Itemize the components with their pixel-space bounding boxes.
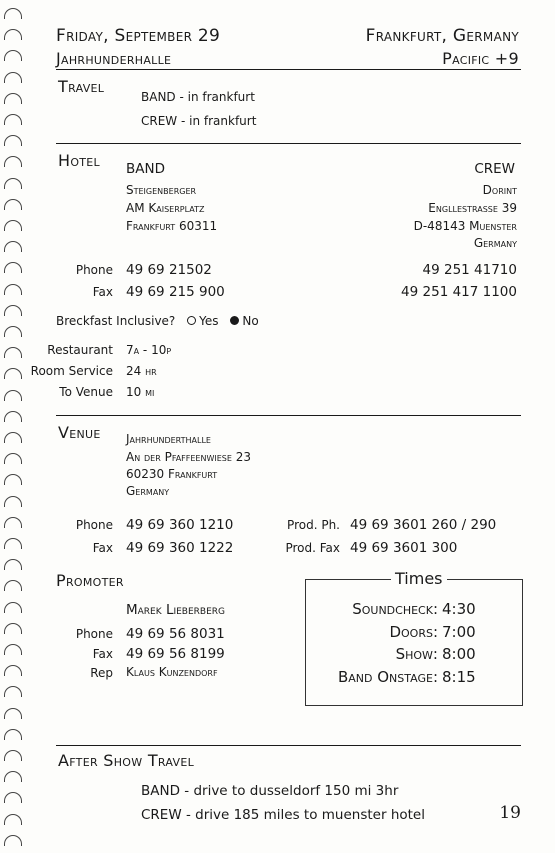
hotel-band-city: Frankfurt 60311 bbox=[126, 219, 218, 233]
promoter-rep: Klaus Kunzendorf bbox=[126, 665, 218, 679]
hotel-crew-fax: 49 251 417 1100 bbox=[401, 284, 517, 300]
restaurant-value: 7a - 10p bbox=[126, 343, 172, 357]
spiral-ring bbox=[4, 835, 22, 846]
spiral-ring bbox=[4, 580, 22, 591]
times-box bbox=[305, 569, 523, 706]
hotel-band-label: BAND bbox=[126, 161, 165, 177]
spiral-ring bbox=[4, 496, 22, 507]
after-show-title: After Show Travel bbox=[58, 751, 195, 770]
spiral-ring bbox=[4, 771, 22, 782]
timezone-heading: Pacific +9 bbox=[442, 49, 519, 68]
venue-fax: 49 69 360 1222 bbox=[126, 540, 234, 556]
promoter-rep-label: Rep bbox=[90, 666, 113, 680]
venue-line4: Germany bbox=[126, 484, 170, 498]
promoter-fax-label: Fax bbox=[92, 647, 113, 661]
spiral-ring bbox=[4, 814, 22, 825]
hotel-crew-label: CREW bbox=[474, 161, 515, 177]
restaurant-label: Restaurant bbox=[47, 343, 113, 357]
no-label: No bbox=[242, 314, 259, 328]
spiral-ring bbox=[4, 411, 22, 422]
city-heading: Frankfurt, Germany bbox=[365, 26, 519, 46]
times-title: Times bbox=[391, 569, 447, 588]
spiral-ring bbox=[4, 750, 22, 761]
venue-line3: 60230 Frankfurt bbox=[126, 467, 218, 481]
venue-fax-label: Fax bbox=[92, 541, 113, 555]
travel-band: BAND - in frankfurt bbox=[141, 90, 255, 104]
promoter-name: Marek Lieberberg bbox=[126, 602, 226, 618]
time-value-show: 8:00 bbox=[442, 645, 476, 663]
spiral-ring bbox=[4, 792, 22, 803]
spiral-ring bbox=[4, 8, 22, 19]
time-label-soundcheck: Soundcheck: bbox=[352, 600, 438, 618]
spiral-ring bbox=[4, 686, 22, 697]
spiral-ring bbox=[4, 432, 22, 443]
yes-label: Yes bbox=[199, 314, 219, 328]
time-value-band-onstage: 8:15 bbox=[442, 668, 476, 686]
promoter-phone-label: Phone bbox=[75, 627, 113, 641]
yes-radio[interactable] bbox=[187, 316, 196, 325]
spiral-ring bbox=[4, 241, 22, 252]
date-heading: Friday, September 29 bbox=[56, 26, 221, 46]
to-venue-label: To Venue bbox=[59, 385, 113, 399]
room-service-value: 24 hr bbox=[126, 364, 157, 378]
spiral-ring bbox=[4, 135, 22, 146]
divider-hotel bbox=[56, 415, 521, 416]
time-label-band-onstage: Band Onstage: bbox=[337, 668, 438, 686]
spiral-ring bbox=[4, 305, 22, 316]
time-value-doors: 7:00 bbox=[442, 623, 476, 641]
prod-fax-label: Prod. Fax bbox=[285, 541, 340, 555]
hotel-crew-city: D-48143 Muenster bbox=[413, 219, 517, 233]
after-show-band: BAND - drive to dusseldorf 150 mi 3hr bbox=[141, 783, 399, 799]
hotel-band-name: Steigenberger bbox=[126, 183, 197, 197]
page-number: 19 bbox=[499, 803, 521, 823]
hotel-title: Hotel bbox=[58, 151, 100, 170]
hotel-fax-label: Fax bbox=[92, 285, 113, 299]
prod-fax: 49 69 3601 300 bbox=[350, 540, 458, 556]
time-label-doors: Doors: bbox=[389, 623, 438, 641]
hotel-band-fax: 49 69 215 900 bbox=[126, 284, 225, 300]
venue-phone-label: Phone bbox=[75, 518, 113, 532]
spiral-binding bbox=[4, 0, 26, 853]
spiral-ring bbox=[4, 559, 22, 570]
spiral-ring bbox=[4, 220, 22, 231]
spiral-ring bbox=[4, 326, 22, 337]
promoter-title: Promoter bbox=[56, 571, 124, 590]
spiral-ring bbox=[4, 50, 22, 61]
divider-times bbox=[56, 745, 521, 746]
venue-line1: Jahrhunderthalle bbox=[126, 432, 211, 446]
spiral-ring bbox=[4, 72, 22, 83]
hotel-crew-name: Dorint bbox=[482, 183, 517, 197]
spiral-ring bbox=[4, 156, 22, 167]
venue-heading: Jahrhunderhalle bbox=[56, 49, 172, 68]
prod-phone: 49 69 3601 260 / 290 bbox=[350, 517, 497, 533]
breakfast-label: Breckfast Inclusive? bbox=[56, 314, 176, 328]
spiral-ring bbox=[4, 474, 22, 485]
promoter-phone: 49 69 56 8031 bbox=[126, 626, 225, 642]
after-show-crew: CREW - drive 185 miles to muenster hotel bbox=[141, 807, 425, 823]
hotel-band-phone: 49 69 21502 bbox=[126, 262, 212, 278]
spiral-ring bbox=[4, 729, 22, 740]
hotel-crew-phone: 49 251 41710 bbox=[422, 262, 517, 278]
to-venue-value: 10 mi bbox=[126, 385, 155, 399]
prod-phone-label: Prod. Ph. bbox=[287, 518, 340, 532]
time-label-show: Show: bbox=[395, 645, 438, 663]
spiral-ring bbox=[4, 602, 22, 613]
spiral-ring bbox=[4, 29, 22, 40]
divider-travel bbox=[56, 143, 521, 144]
promoter-fax: 49 69 56 8199 bbox=[126, 646, 225, 662]
travel-title: Travel bbox=[58, 77, 105, 96]
spiral-ring bbox=[4, 453, 22, 464]
venue-phone: 49 69 360 1210 bbox=[126, 517, 234, 533]
venue-title: Venue bbox=[58, 423, 101, 442]
hotel-crew-country: Germany bbox=[473, 236, 517, 250]
hotel-band-street: AM Kaiserplatz bbox=[126, 201, 205, 215]
hotel-phone-label: Phone bbox=[75, 263, 113, 277]
venue-line2: An der Pfaffeenwiese 23 bbox=[126, 450, 252, 464]
breakfast-row bbox=[56, 314, 259, 328]
no-radio[interactable] bbox=[230, 316, 239, 325]
spiral-ring bbox=[4, 708, 22, 719]
time-value-soundcheck: 4:30 bbox=[442, 600, 476, 618]
spiral-ring bbox=[4, 114, 22, 125]
spiral-ring bbox=[4, 178, 22, 189]
room-service-label: Room Service bbox=[30, 364, 113, 378]
hotel-crew-street: Engllestrasse 39 bbox=[428, 201, 517, 215]
travel-crew: CREW - in frankfurt bbox=[141, 114, 257, 128]
divider-header bbox=[56, 69, 521, 70]
spiral-ring bbox=[4, 93, 22, 104]
spiral-ring bbox=[4, 199, 22, 210]
